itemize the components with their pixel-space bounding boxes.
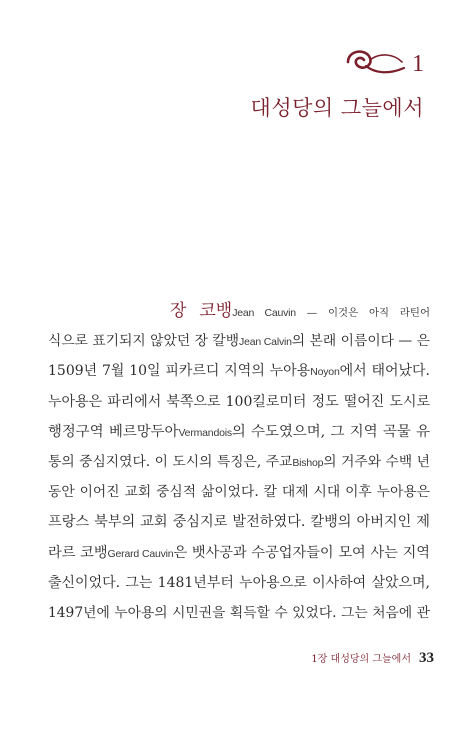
chapter-heading-mark bbox=[344, 44, 424, 78]
latin-term: Jean Cauvin bbox=[232, 307, 296, 319]
text-segment: 통의 중심지였다. 이 도시의 특징은, 주교 bbox=[48, 453, 293, 470]
text-line bbox=[48, 568, 430, 598]
text-line bbox=[48, 507, 430, 537]
latin-term: Vermandois bbox=[178, 426, 232, 439]
page-footer bbox=[311, 650, 434, 667]
text-line bbox=[48, 356, 430, 386]
text-segment: 동안 이어진 교회 중심적 삶이었다. 칼 대제 시대 이후 누아용은 bbox=[48, 484, 430, 501]
chapter-number: 1 bbox=[412, 51, 424, 77]
text-segment: 은 뱃사공과 수공업자들이 모여 사는 지역 bbox=[173, 544, 430, 561]
text-segment: 프랑스 북부의 교회 중심지로 발전하였다. 칼뱅의 아버지인 제 bbox=[48, 514, 430, 531]
running-head: 1장 대성당의 그늘에서 bbox=[311, 654, 411, 665]
text-line bbox=[48, 387, 430, 417]
text-segment: 라르 코뱅 bbox=[48, 544, 108, 561]
text-line bbox=[48, 296, 430, 326]
text-segment: 의 거주와 수백 년 bbox=[323, 453, 430, 470]
text-segment: 행정구역 베르망두아 bbox=[48, 423, 179, 440]
page-number: 33 bbox=[419, 650, 434, 666]
text-line bbox=[48, 447, 430, 477]
chapter-title: 대성당의 그늘에서 bbox=[250, 96, 424, 120]
flourish-icon bbox=[344, 44, 406, 78]
text-line bbox=[48, 538, 430, 568]
latin-term: Bishop bbox=[292, 456, 324, 469]
latin-term: Jean Calvin bbox=[239, 336, 292, 349]
text-segment: 출신이었다. 그는 1481년부터 누아용으로 이사하여 살았으며, bbox=[48, 574, 430, 591]
latin-term: Gerard Cauvin bbox=[107, 547, 174, 560]
text-segment: 식으로 표기되지 않았던 장 칼뱅 bbox=[48, 333, 240, 350]
text-segment: 1509년 7월 10일 피카르디 지역의 누아용 bbox=[48, 363, 311, 380]
text-line bbox=[48, 477, 430, 507]
latin-term: Noyon bbox=[310, 366, 340, 379]
text-segment: 의 수도였으며, 그 지역 곡물 유 bbox=[231, 423, 430, 440]
text-segment: 에서 태어났다. bbox=[339, 363, 430, 380]
text-line bbox=[48, 326, 430, 356]
body-text bbox=[48, 296, 430, 628]
text-segment: 1497년에 누아용의 시민권을 획득할 수 있었다. 그는 처음에 관 bbox=[48, 604, 430, 621]
text-segment: 의 본래 이름이다 — 은 bbox=[291, 333, 430, 350]
text-segment: 누아용은 파리에서 북쪽으로 100킬로미터 정도 떨어진 도시로 bbox=[48, 393, 430, 410]
text-line bbox=[48, 598, 430, 628]
text-segment: — 이것은 아직 라틴어 bbox=[295, 307, 430, 319]
lead-name: 장 코뱅 bbox=[170, 301, 233, 321]
text-line bbox=[48, 417, 430, 447]
